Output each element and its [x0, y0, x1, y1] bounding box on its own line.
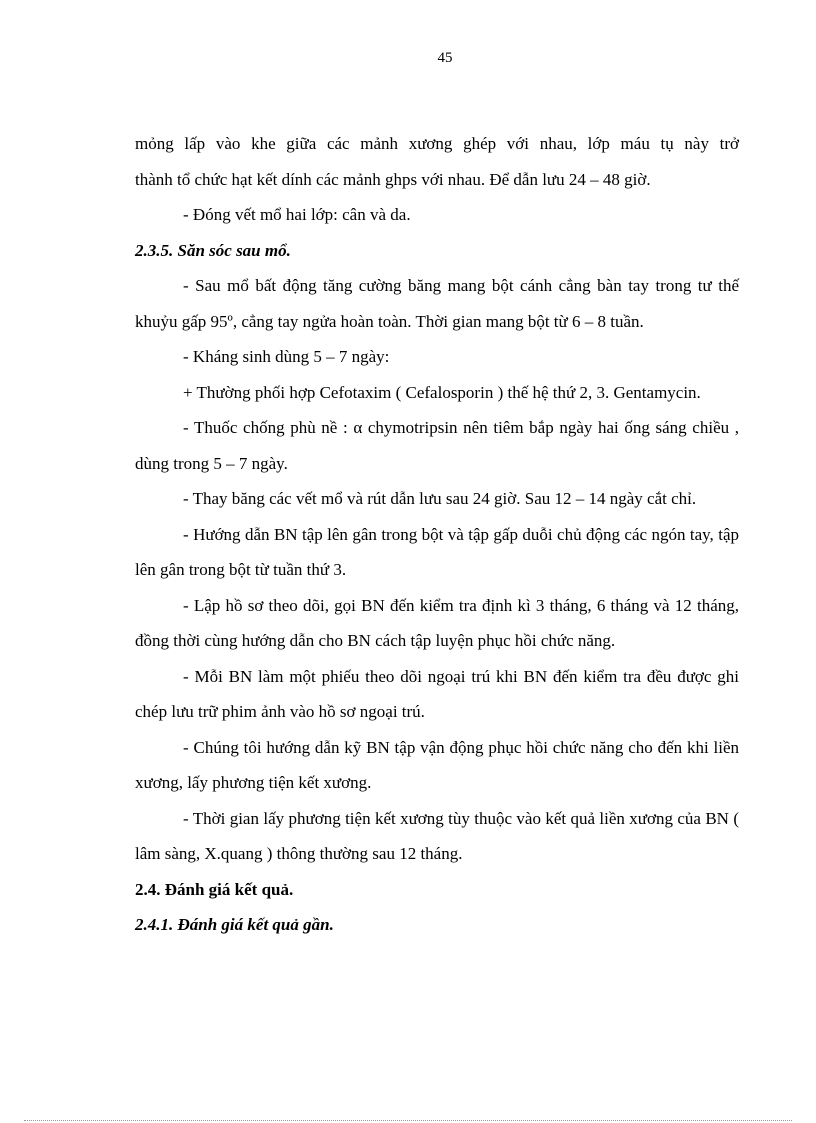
- section-heading-2-4: 2.4. Đánh giá kết quả.: [135, 879, 294, 899]
- paragraph-outpatient-card: - Mỗi BN làm một phiếu theo dõi ngoại trú khi BN đến kiểm tra đều được ghi chép lưu trữ phim ảnh vào hồ sơ ngoại trú.: [135, 666, 739, 721]
- section-heading-2-3-5: 2.3.5. Săn sóc sau mổ.: [135, 240, 291, 260]
- section-heading-2-4-1: 2.4.1. Đánh giá kết quả gần.: [135, 915, 334, 934]
- paragraph-dressing-change: - Thay băng các vết mổ và rút dẫn lưu sau 24 giờ. Sau 12 – 14 ngày cắt chỉ.: [183, 489, 697, 508]
- paragraph-anti-edema: - Thuốc chống phù nề : α chymotripsin nên tiêm bắp ngày hai ống sáng chiều , dùng trong 5 – 7 ngày.: [135, 418, 739, 473]
- paragraph-postop-immobilization: - Sau mổ bất động tăng cường băng mang bột cánh cẳng bàn tay trong tư thế khuỷu gấp 95º, cẳng tay ngửa hoàn toàn. Thời gian mang bột từ 6 – 8 tuần.: [135, 276, 739, 331]
- paragraph-tendon-exercise: - Hướng dẫn BN tập lên gân trong bột và tập gấp duỗi chủ động các ngón tay, tập lên gân trong bột từ tuần thứ 3.: [135, 524, 739, 579]
- paragraph-follow-up-records: - Lập hồ sơ theo dõi, gọi BN đến kiểm tra định kì 3 tháng, 6 tháng và 12 tháng, đồng thời cùng hướng dẫn cho BN cách tập luyện phục hồi chức năng.: [135, 595, 739, 650]
- page-number: 45: [437, 50, 453, 66]
- paragraph-rehab-guidance: - Chúng tôi hướng dẫn kỹ BN tập vận động phục hồi chức năng cho đến khi liền xương, lấy phương tiện kết xương.: [135, 737, 739, 792]
- paragraph-continued-line-2: thành tổ chức hạt kết dính các mảnh ghps với nhau. Để dẫn lưu 24 – 48 giờ.: [135, 169, 651, 189]
- paragraph-implant-removal: - Thời gian lấy phương tiện kết xương tùy thuộc vào kết quả liền xương của BN ( lâm sàng, X.quang ) thông thường sau 12 tháng.: [135, 808, 739, 863]
- document-body: [135, 126, 739, 943]
- paragraph-antibiotics: - Kháng sinh dùng 5 – 7 ngày:: [183, 347, 390, 366]
- paragraph-wound-closure: - Đóng vết mổ hai lớp: cân và da.: [183, 205, 411, 224]
- paragraph-continued-line-1: mỏng lấp vào khe giữa các mảnh xương ghép với nhau, lớp máu tụ này trở: [135, 134, 739, 153]
- paragraph-antibiotic-combination: + Thường phối hợp Cefotaxim ( Cefalosporin ) thế hệ thứ 2, 3. Gentamycin.: [183, 382, 701, 402]
- page-bottom-border: [24, 1120, 792, 1121]
